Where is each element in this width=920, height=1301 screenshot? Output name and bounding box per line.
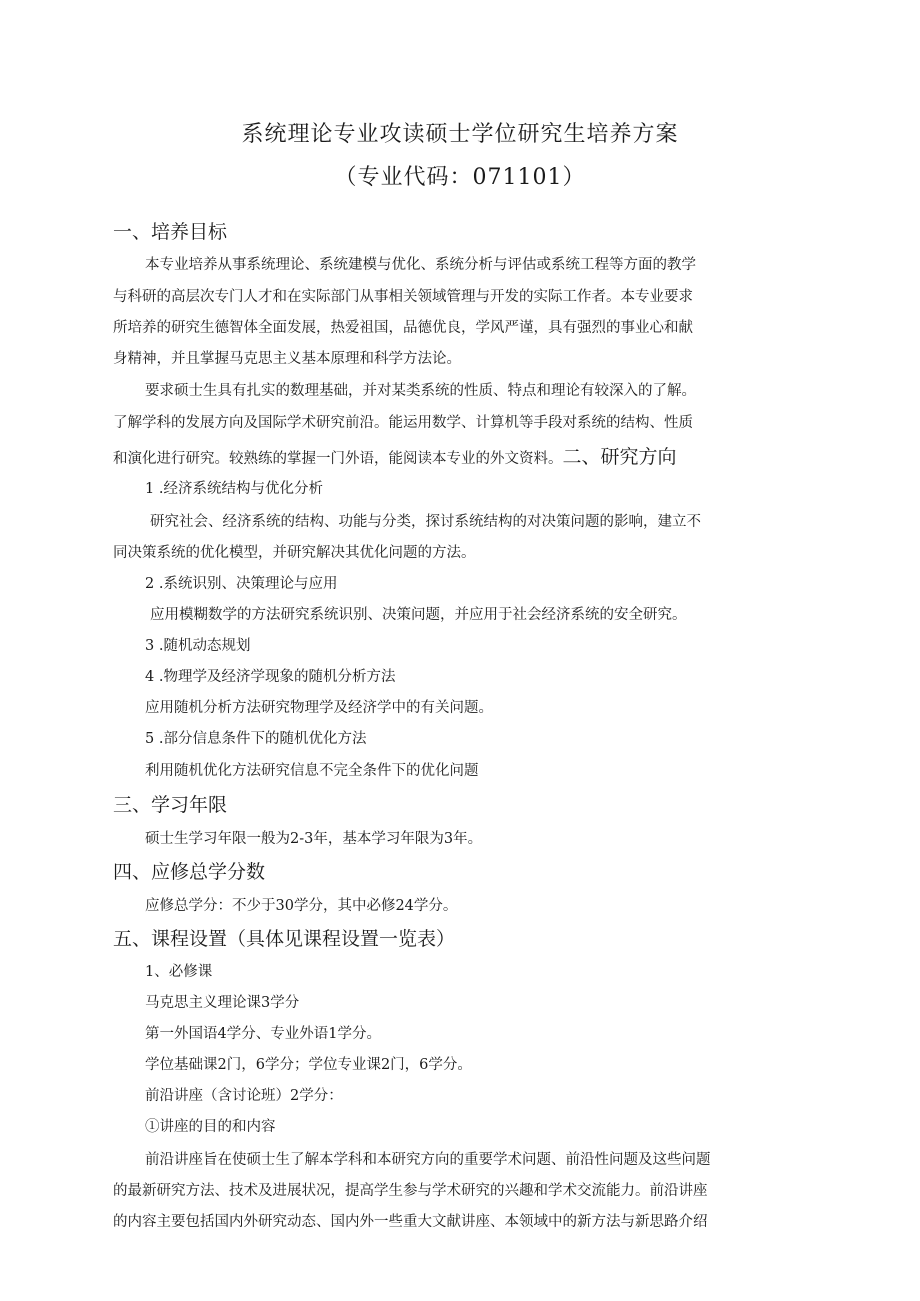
paragraph-line: 要求硕士生具有扎实的数理基础，并对某类系统的性质、特点和理论有较深入的了解。: [145, 383, 696, 399]
page-title: 系统理论专业攻读硕士学位研究生培养方案: [241, 122, 679, 147]
section-heading-3: 三、学习年限: [113, 794, 228, 816]
research-direction-3: 3 .随机动态规划: [145, 638, 251, 654]
research-direction-5: 5 .部分信息条件下的随机优化方法: [145, 731, 367, 747]
paragraph-line: 应用模糊数学的方法研究系统识别、决策问题，并应用于社会经济系统的安全研究。: [150, 607, 687, 623]
course-item: 前沿讲座（含讨论班）2学分：: [145, 1088, 343, 1104]
paragraph-line: 研究社会、经济系统的结构、功能与分类，探讨系统结构的对决策问题的影响，建立不: [150, 514, 701, 530]
section-heading-5: 五、课程设置（具体见课程设置一览表）: [113, 928, 456, 950]
paragraph-line: 的内容主要包括国内外研究动态、国内外一些重大文献讲座、本领域中的新方法与新思路介绍: [113, 1214, 708, 1230]
paragraph-line: 所培养的研究生德智体全面发展，热爱祖国，品德优良，学风严谨，具有强烈的事业心和献: [113, 320, 693, 336]
paragraph-line: [113, 442, 677, 469]
paragraph-line: 前沿讲座旨在使硕士生了解本学科和本研究方向的重要学术问题、前沿性问题及这些问题: [145, 1152, 711, 1168]
research-direction-1: 1 .经济系统结构与优化分析: [145, 481, 323, 497]
section-heading-4: 四、应修总学分数: [113, 861, 266, 883]
paragraph-line: 同决策系统的优化模型，并研究解决其优化问题的方法。: [113, 545, 476, 561]
course-item: 学位基础课2门，6学分；学位专业课2门，6学分。: [145, 1057, 472, 1073]
course-item: 马克思主义理论课3学分: [145, 995, 300, 1011]
paragraph-line: 了解学科的发展方向及国际学术研究前沿。能运用数学、计算机等手段对系统的结构、性质: [113, 415, 693, 431]
section-heading-2: 二、研究方向: [562, 446, 677, 468]
paragraph-line: 与科研的高层次专门人才和在实际部门从事相关领域管理与开发的实际工作者。本专业要求: [113, 289, 693, 305]
research-direction-2: 2 .系统识别、决策理论与应用: [145, 576, 338, 592]
section-heading-1: 一、培养目标: [113, 221, 228, 243]
paragraph-line: 硕士生学习年限一般为2-3年，基本学习年限为3年。: [145, 831, 483, 847]
paragraph-line: 身精神，并且掌握马克思主义基本原理和科学方法论。: [113, 351, 461, 367]
paragraph-line: 应修总学分：不少于30学分，其中必修24学分。: [145, 898, 458, 914]
paragraph-text: 和演化进行研究。较熟练的掌握一门外语，能阅读本专业的外文资料。: [113, 451, 563, 467]
course-item: ①讲座的目的和内容: [145, 1119, 276, 1135]
research-direction-4: 4 .物理学及经济学现象的随机分析方法: [145, 669, 396, 685]
paragraph-line: 的最新研究方法、技术及进展状况，提高学生参与学术研究的兴趣和学术交流能力。前沿讲座: [113, 1183, 708, 1199]
paragraph-line: 应用随机分析方法研究物理学及经济学中的有关问题。: [145, 700, 493, 716]
page-subtitle: （专业代码：071101）: [334, 165, 586, 190]
course-item: 第一外国语4学分、专业外语1学分。: [145, 1026, 381, 1042]
paragraph-line: 利用随机优化方法研究信息不完全条件下的优化问题: [145, 763, 479, 779]
course-item: 1、必修课: [145, 964, 213, 980]
paragraph-line: 本专业培养从事系统理论、系统建模与优化、系统分析与评估或系统工程等方面的教学: [145, 257, 696, 273]
